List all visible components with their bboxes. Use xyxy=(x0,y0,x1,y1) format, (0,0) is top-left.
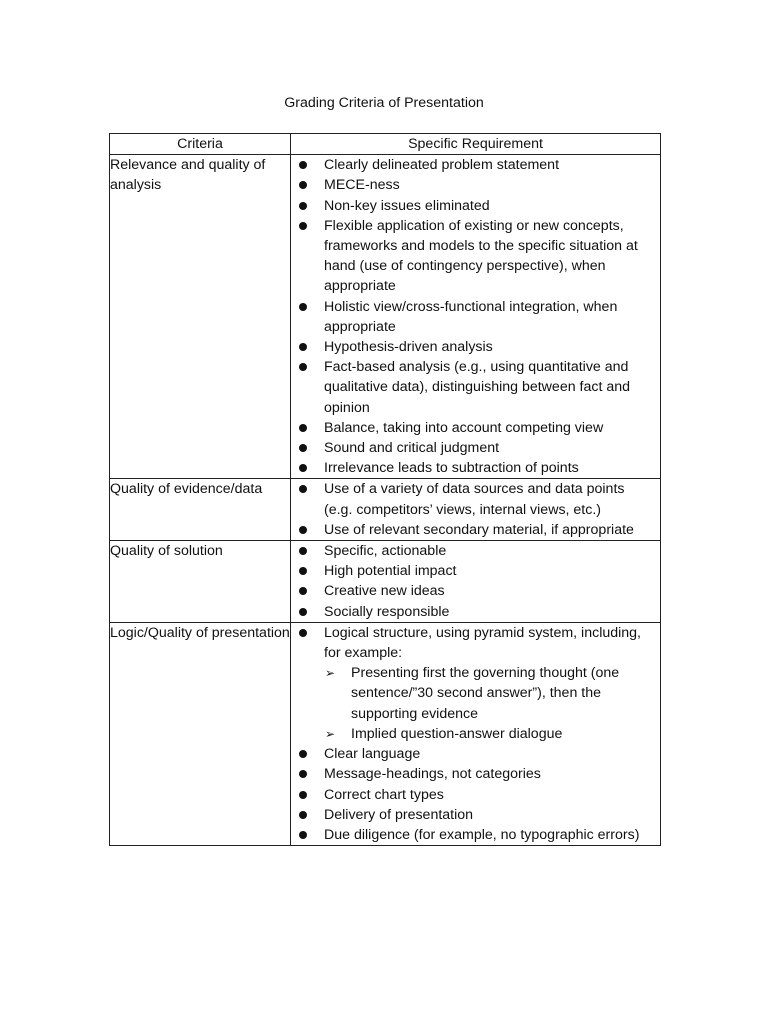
list-item-text: Use of relevant secondary material, if appropriate xyxy=(324,521,634,538)
bullet-icon xyxy=(299,343,307,351)
list-item-text: Creative new ideas xyxy=(324,583,445,600)
list-item xyxy=(291,825,660,845)
list-item xyxy=(291,216,660,297)
table-row xyxy=(110,155,661,479)
list-item xyxy=(291,602,660,622)
list-item xyxy=(291,581,660,601)
bullet-icon xyxy=(299,363,307,371)
criteria-cell: Logic/Quality of presentation xyxy=(110,622,291,845)
list-item xyxy=(291,805,660,825)
grading-criteria-table xyxy=(109,133,661,846)
sub-list-item xyxy=(324,663,654,724)
bullet-icon xyxy=(299,161,307,169)
list-item-text: Balance, taking into account competing view xyxy=(324,419,604,436)
list-item xyxy=(291,297,660,337)
requirements-list xyxy=(291,479,660,540)
bullet-icon xyxy=(299,567,307,575)
sub-list-item-text: Presenting first the governing thought (one sentence/”30 second answer”), then the supporting evidence xyxy=(351,665,620,722)
table-row xyxy=(110,622,661,845)
list-item-text: Delivery of presentation xyxy=(324,806,474,823)
bullet-icon xyxy=(299,424,307,432)
list-item xyxy=(291,541,660,561)
list-item xyxy=(291,357,660,418)
criteria-cell: Quality of solution xyxy=(110,541,291,623)
bullet-icon xyxy=(299,831,307,839)
list-item-text: Logical structure, using pyramid system, including, for example: xyxy=(324,624,641,662)
bullet-icon xyxy=(299,608,307,616)
list-item-text: Clear language xyxy=(324,746,421,763)
list-item xyxy=(291,764,660,784)
list-item-text: Use of a variety of data sources and data points (e.g. competitors’ views, internal views, etc.) xyxy=(324,481,625,518)
list-item-text: Holistic view/cross-functional integration, when appropriate xyxy=(324,298,618,335)
list-item-text: Irrelevance leads to subtraction of points xyxy=(324,460,579,477)
bullet-icon xyxy=(299,181,307,189)
bullet-icon xyxy=(299,587,307,595)
list-item-text: Sound and critical judgment xyxy=(324,440,500,457)
list-item-text: Message-headings, not categories xyxy=(324,766,541,783)
list-item-text: Fact-based analysis (e.g., using quantitative and qualitative data), distinguishing between fact and opinion xyxy=(324,359,631,416)
criteria-cell: Quality of evidence/data xyxy=(110,479,291,541)
sub-list xyxy=(324,663,654,744)
bullet-icon xyxy=(299,750,307,758)
bullet-icon xyxy=(299,526,307,534)
list-item-text: Clearly delineated problem statement xyxy=(324,157,560,174)
bullet-icon xyxy=(299,791,307,799)
requirements-cell xyxy=(291,155,661,479)
list-item xyxy=(291,458,660,478)
list-item xyxy=(291,744,660,764)
list-item-text: Flexible application of existing or new concepts, frameworks and models to the specific situation at hand (use of contingency perspective), when appropriate xyxy=(324,217,638,295)
bullet-icon xyxy=(299,770,307,778)
bullet-icon xyxy=(299,222,307,230)
list-item xyxy=(291,155,660,175)
table-row xyxy=(110,541,661,623)
column-header-criteria: Criteria xyxy=(110,134,291,155)
bullet-icon xyxy=(299,202,307,210)
list-item xyxy=(291,785,660,805)
bullet-icon xyxy=(299,629,307,637)
list-item xyxy=(291,520,660,540)
requirements-list xyxy=(291,541,660,622)
list-item xyxy=(291,337,660,357)
list-item-text: MECE-ness xyxy=(324,177,400,194)
list-item xyxy=(291,196,660,216)
bullet-icon xyxy=(299,464,307,472)
list-item xyxy=(291,479,660,519)
requirements-list xyxy=(291,155,660,478)
column-header-specific-requirement: Specific Requirement xyxy=(291,134,661,155)
arrowhead-bullet-icon: ➢ xyxy=(325,666,336,681)
list-item xyxy=(291,418,660,438)
list-item-text: Hypothesis-driven analysis xyxy=(324,339,493,356)
criteria-cell: Relevance and quality of analysis xyxy=(110,155,291,479)
table-header-row xyxy=(110,134,661,155)
bullet-icon xyxy=(299,811,307,819)
requirements-cell xyxy=(291,479,661,541)
bullet-icon xyxy=(299,485,307,493)
table-row xyxy=(110,479,661,541)
sub-list-item xyxy=(324,724,654,744)
sub-list-item-text: Implied question-answer dialogue xyxy=(351,725,563,742)
bullet-icon xyxy=(299,444,307,452)
bullet-icon xyxy=(299,547,307,555)
list-item-text: Due diligence (for example, no typographic errors) xyxy=(324,826,640,843)
list-item xyxy=(291,438,660,458)
page-title: Grading Criteria of Presentation xyxy=(284,95,484,111)
bullet-icon xyxy=(299,303,307,311)
arrowhead-bullet-icon: ➢ xyxy=(325,726,336,741)
list-item xyxy=(291,175,660,195)
list-item xyxy=(291,561,660,581)
list-item-text: Non-key issues eliminated xyxy=(324,197,490,214)
requirements-cell xyxy=(291,541,661,623)
list-item-text: Socially responsible xyxy=(324,603,450,620)
list-item-text: High potential impact xyxy=(324,563,457,580)
list-item-text: Specific, actionable xyxy=(324,543,447,560)
list-item xyxy=(291,623,660,744)
requirements-cell xyxy=(291,622,661,845)
requirements-list xyxy=(291,623,660,845)
list-item-text: Correct chart types xyxy=(324,786,444,803)
